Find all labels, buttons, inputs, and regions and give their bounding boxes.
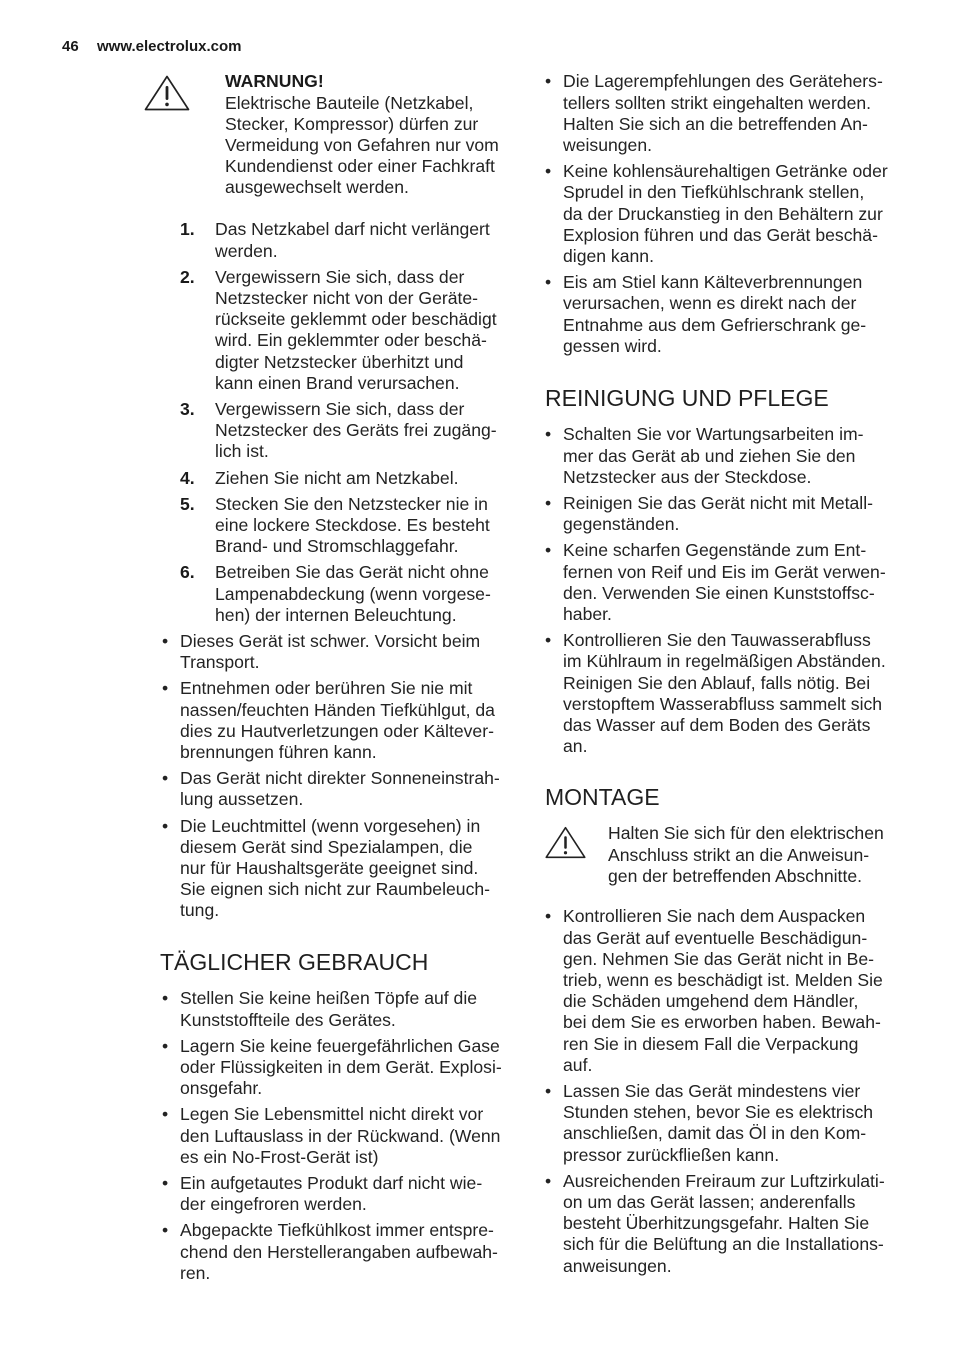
daily-use-section xyxy=(180,988,520,1289)
bullet-item: • Abgepackte Tiefkühlkost immer entspre- chend den Herstellerangaben aufbewah- ren. xyxy=(180,1220,520,1284)
item-text: Betreiben Sie das Gerät nicht ohne Lampenabdeckung (wenn vorgese- hen) der internen Beleuchtung. xyxy=(215,562,491,625)
section-heading-daily-use: TÄGLICHER GEBRAUCH xyxy=(160,949,429,975)
numbered-item xyxy=(180,494,520,558)
warning-triangle-icon xyxy=(544,824,587,861)
bullet-item: • Lassen Sie das Gerät mindestens vier Stunden stehen, bevor Sie es elektrisch anschließen, damit das Öl in den Kom- pressor zurückfließen kann. xyxy=(563,1081,933,1166)
bullet-item: • Reinigen Sie das Gerät nicht mit Metall- gegenständen. xyxy=(563,493,933,535)
warning-block xyxy=(225,71,499,198)
item-number: 5. xyxy=(180,493,195,514)
bullet-list xyxy=(563,71,933,357)
bullet-item: • Keine scharfen Gegenstände zum Ent- fernen von Reif und Eis im Gerät verwen- den. Verwenden Sie einen Kunststoffsc- haber. xyxy=(563,540,933,625)
bullet-item: • Kontrollieren Sie nach dem Auspacken das Gerät auf eventuelle Beschädigun- gen. Nehmen Sie das Gerät nicht in Be- trieb, wenn es beschädigt ist. Melden Sie die Schäden umgehend dem Händler, bei dem Sie es erworben haben. Bewah- ren Sie in diesem Fall die Verpackung auf. xyxy=(563,906,933,1076)
item-number: 6. xyxy=(180,562,195,583)
safety-instructions xyxy=(180,219,520,926)
item-text: Das Netzkabel darf nicht verlängert werden. xyxy=(215,219,490,261)
bullet-item: • Die Lagerempfehlungen des Gerätehers- tellers sollten strikt eingehalten werden. Halten Sie sich an die betreffenden An- weisungen. xyxy=(563,71,933,156)
bullet-item: • Kontrollieren Sie den Tauwasserabfluss im Kühlraum in regelmäßigen Abständen. Reinigen Sie den Ablauf, falls nötig. Bei verstopftem Wasserabfluss sammelt sich das Wasser auf dem Boden des Geräts an. xyxy=(563,630,933,757)
item-text: Vergewissern Sie sich, dass der Netzstecker des Geräts frei zugäng- lich ist. xyxy=(215,399,497,462)
item-text: Vergewissern Sie sich, dass der Netzstecker nicht von der Geräte- rückseite geklemmt oder beschädigt wird. Ein geklemmter oder beschä- digter Netzstecker überhitzt und kann einen Brand verursachen. xyxy=(215,266,497,393)
bullet-item: • Lagern Sie keine feuergefährlichen Gase oder Flüssigkeiten in dem Gerät. Explosi- onsgefahr. xyxy=(180,1036,520,1100)
numbered-item xyxy=(180,562,520,626)
numbered-list xyxy=(180,219,520,626)
numbered-item xyxy=(180,219,520,261)
bullet-list xyxy=(180,631,520,922)
item-number: 3. xyxy=(180,399,195,420)
bullet-item: • Entnehmen oder berühren Sie nie mit nassen/feuchten Händen Tiefkühlgut, da dies zu Hautverletzungen oder Kältever- brennungen führen kann. xyxy=(180,678,520,763)
bullet-item: • Ausreichenden Freiraum zur Luftzirkulati- on um das Gerät lassen; anderenfalls besteht Überhitzungsgefahr. Halten Sie sich für die Belüftung an die Installations- anweisungen. xyxy=(563,1171,933,1277)
warning-title: WARNUNG! xyxy=(225,71,324,92)
page-number: 46 xyxy=(62,38,79,55)
bullet-item: • Legen Sie Lebensmittel nicht direkt vor den Luftauslass in der Rückwand. (Wenn es ein No-Frost-Gerät ist) xyxy=(180,1104,520,1168)
numbered-item xyxy=(180,399,520,463)
bullet-list xyxy=(563,906,933,1276)
warning-text: Halten Sie sich für den elektrischen Anschluss strikt an die Anweisun- gen der betreffenden Abschnitte. xyxy=(608,823,884,886)
care-cleaning-section xyxy=(563,424,933,762)
bullet-item: • Keine kohlensäurehaltigen Getränke oder Sprudel in den Tiefkühlschrank stellen, da der Druckanstieg in den Behältern zur Explosion führen und das Gerät beschä- digen kann. xyxy=(563,161,933,267)
website-url: www.electrolux.com xyxy=(97,38,242,55)
warning-triangle-icon xyxy=(143,74,191,112)
bullet-item: • Die Leuchtmittel (wenn vorgesehen) in diesem Gerät sind Spezialampen, die nur für Haushaltsgeräte geeignet sind. Sie eignen sich nicht zur Raumbeleuch- tung. xyxy=(180,816,520,922)
installation-warning xyxy=(608,823,884,887)
bullet-item: • Dieses Gerät ist schwer. Vorsicht beim Transport. xyxy=(180,631,520,673)
bullet-list xyxy=(180,988,520,1284)
bullet-item: • Stellen Sie keine heißen Töpfe auf die Kunststoffteile des Gerätes. xyxy=(180,988,520,1030)
numbered-item xyxy=(180,267,520,394)
bullet-item: • Eis am Stiel kann Kälteverbrennungen verursachen, wenn es direkt nach der Entnahme aus dem Gefrierschrank ge- gessen wird. xyxy=(563,272,933,357)
item-number: 2. xyxy=(180,266,195,287)
section-heading-installation: MONTAGE xyxy=(545,784,660,810)
bullet-item: • Schalten Sie vor Wartungsarbeiten im- mer das Gerät ab und ziehen Sie den Netzstecker aus der Steckdose. xyxy=(563,424,933,488)
daily-use-continued xyxy=(563,71,933,362)
numbered-item xyxy=(180,468,520,489)
item-text: Ziehen Sie nicht am Netzkabel. xyxy=(215,467,459,488)
installation-section xyxy=(563,906,933,1281)
bullet-item: • Das Gerät nicht direkter Sonneneinstrah- lung aussetzen. xyxy=(180,768,520,810)
section-heading-care-cleaning: REINIGUNG UND PFLEGE xyxy=(545,385,829,411)
item-number: 4. xyxy=(180,467,195,488)
bullet-list xyxy=(563,424,933,757)
warning-text: Elektrische Bauteile (Netzkabel, Stecker, Kompressor) dürfen zur Vermeidung von Gefahren nur vom Kundendienst oder einer Fachkraft ausgewechselt werden. xyxy=(225,92,499,198)
bullet-item: • Ein aufgetautes Produkt darf nicht wie- der eingefroren werden. xyxy=(180,1173,520,1215)
item-text: Stecken Sie den Netzstecker nie in eine lockere Steckdose. Es besteht Brand- und Stromschlaggefahr. xyxy=(215,493,490,557)
item-number: 1. xyxy=(180,219,195,240)
page-header xyxy=(0,38,400,56)
